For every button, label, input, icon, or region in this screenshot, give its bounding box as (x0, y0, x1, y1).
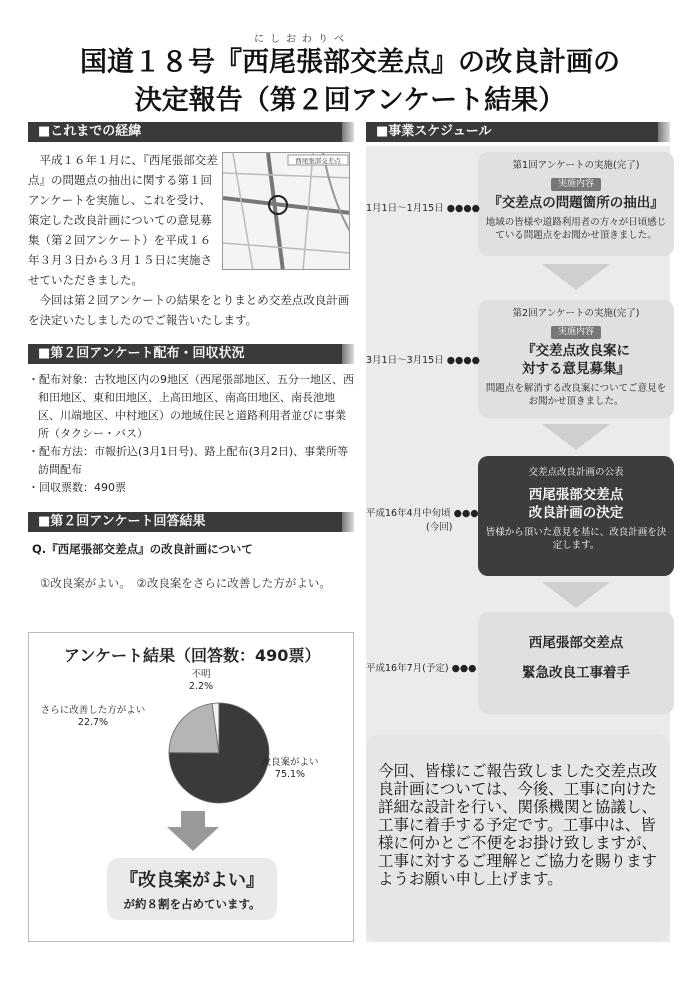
schedule-step1 (478, 152, 674, 256)
step4-date-text: 平成16年7月(予定) (366, 663, 449, 674)
history-para1: 平成１６年１月に、『西尾張部交差点』の問題点の抽出に関する第１回アンケートを実施し、これを受け、策定した改良計画についての意見募集（第２回アンケート）を平成１６年３月３日から３月１５日に実施させていただきました。 (28, 153, 218, 287)
step2-desc: 問題点を解消する改良案についてご意見をお聞かせ頂きました。 (485, 383, 667, 407)
title-ruby: にしおわりべ (254, 34, 350, 45)
pie-label-good (255, 757, 325, 781)
conclusion-sub: が約８割を占めています。 (123, 897, 261, 911)
step1-date: 1月1日～1月15日 ●●●● (366, 203, 480, 214)
schedule-heading: ■事業スケジュール (366, 122, 658, 142)
step2-tag: 実施内容 (551, 326, 601, 339)
step3-date-text: 平成16年4月中旬頃 (366, 508, 451, 519)
step1-title: 第1回アンケートの実施(完了) (512, 160, 640, 171)
notice-box (366, 734, 670, 942)
pie-label-improve-name: さらに改善した方がよい (40, 705, 146, 716)
pie-label-unknown-name: 不明 (191, 669, 211, 680)
answers-heading: ■第２回アンケート回答結果 (28, 512, 342, 532)
schedule-step4 (478, 612, 674, 714)
step2-title: 第2回アンケートの実施(完了) (512, 308, 640, 319)
step1-tag: 実施内容 (551, 178, 601, 191)
pie-slice-1 (169, 703, 219, 753)
step2-main1: 『交差点改良案に (522, 343, 630, 359)
arrow-down-icon (542, 424, 610, 450)
location-map (222, 152, 350, 270)
distribution-list (28, 371, 354, 497)
pie-label-good-pct: 75.1% (274, 769, 306, 780)
result-arrow-icon (165, 811, 221, 851)
step2-date-text: 3月1日～3月15日 (366, 355, 444, 366)
question-text: Q.『西尾張部交差点』の改良計画について (32, 542, 253, 556)
pie-label-good-name: 改良案がよい (261, 757, 319, 768)
distribution-item: ・回収票数：490票 (28, 481, 126, 494)
pie-label-improve (31, 705, 155, 729)
schedule-step2 (478, 300, 674, 418)
step1-main: 『交差点の問題箇所の抽出』 (488, 195, 664, 211)
map-label: 西尾張部交差点 (295, 157, 341, 165)
pie-label-unknown (181, 669, 221, 693)
step3-date: 平成16年4月中旬頃 ●●● (366, 508, 479, 519)
page-title-line1: 国道１８号『西尾張部交差点』の改良計画の (80, 47, 620, 78)
arrow-down-icon (542, 264, 610, 290)
pie-label-unknown-pct: 2.2% (188, 681, 214, 692)
conclusion-box (107, 858, 277, 920)
map-drawing (223, 153, 350, 270)
distribution-heading: ■第２回アンケート配布・回収状況 (28, 344, 342, 364)
distribution-item: ・配布対象：古牧地区内の9地区（西尾張部地区、五分一地区、西和田地区、東和田地区、上高田地区、南高田地区、南長池地区、川端地区、中村地区）の地域住民と道路利用者並びに事業所（タクシー・バス） (28, 373, 354, 440)
result-box (28, 632, 354, 942)
step1-desc: 地域の皆様や道路利用者の方々が日頃感じている問題点をお聞かせ頂きました。 (485, 217, 667, 241)
page-title (0, 44, 700, 120)
step3-date-now: (今回) (426, 522, 453, 533)
step2-main2: 対する意見募集』 (522, 361, 630, 377)
step4-main1: 西尾張部交差点 (528, 635, 624, 651)
conclusion-main: 『改良案がよい』 (120, 870, 264, 891)
step4-main2: 緊急改良工事着手 (522, 665, 630, 681)
step3-main1: 西尾張部交差点 (528, 487, 624, 503)
pie-title: アンケート結果（回答数：490票） (64, 646, 321, 665)
step3-main2: 改良計画の決定 (528, 505, 624, 521)
pie-label-improve-pct: 22.7% (77, 717, 109, 728)
step1-date-text: 1月1日～1月15日 (366, 203, 444, 214)
step4-date: 平成16年7月(予定) ●●● (366, 663, 477, 674)
answer-options: ①改良案がよい。 ②改良案をさらに改善した方がよい。 (40, 576, 331, 590)
step3-title: 交差点改良計画の公表 (528, 467, 624, 478)
page-title-line2: 決定報告（第２回アンケート結果） (134, 85, 566, 116)
history-heading: ■これまでの経緯 (28, 122, 342, 142)
schedule-step3 (478, 456, 674, 576)
history-para2: 今回は第２回アンケートの結果をとりまとめ交差点改良計画を決定いたしましたのでご報告いたします。 (28, 293, 350, 327)
step3-desc: 皆様から頂いた意見を基に、改良計画を決定します。 (485, 527, 667, 551)
step2-date: 3月1日～3月15日 ●●●● (366, 355, 480, 366)
notice-text: 今回、皆様にご報告致しました交差点改良計画については、今後、工事に向けた詳細な設計を行い、関係機関と協議し、工事に着手する予定です。工事中は、皆様に何かとご不便をお掛け致しますが、工事に対するご理解とご協力を賜りますようお願い申し上げます。 (378, 762, 658, 888)
arrow-down-icon (542, 582, 610, 608)
distribution-item: ・配布方法：市報折込(3月1日号)、路上配布(3月2日)、事業所等訪問配布 (28, 445, 349, 476)
